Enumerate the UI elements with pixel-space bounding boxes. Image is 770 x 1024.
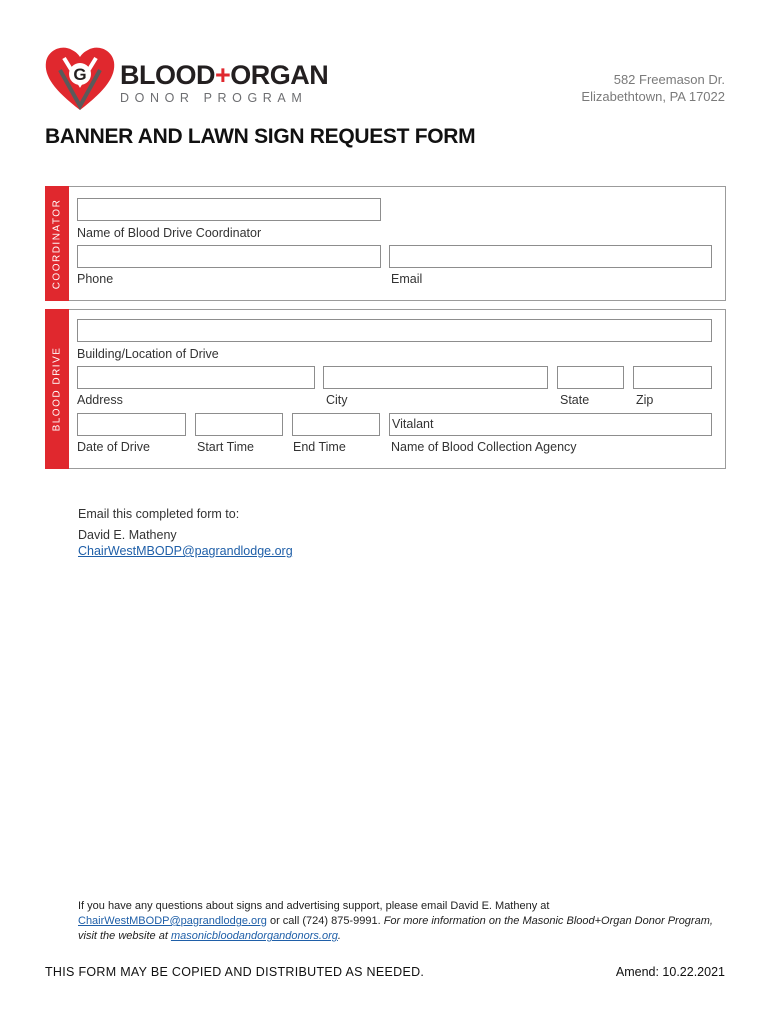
footer-website-link[interactable]: masonicbloodandorgandonors.org	[170, 930, 338, 942]
logo-letter: G	[73, 65, 87, 84]
address-label: Address	[77, 393, 123, 407]
address-field[interactable]	[77, 366, 315, 389]
blood-drive-tab-label: BLOOD DRIVE	[51, 346, 63, 432]
contact-name: David E. Matheny	[78, 528, 177, 542]
phone-field[interactable]	[77, 245, 381, 268]
footer-note-text-1: If you have any questions about signs and advertising support, please email David E. Matheny at	[78, 900, 550, 912]
address-line-1: 582 Freemason Dr.	[613, 72, 725, 87]
brand-blood: BLOOD	[120, 60, 215, 90]
state-label: State	[560, 393, 590, 407]
city-label: City	[326, 393, 348, 407]
brand-organ: ORGAN	[230, 60, 329, 90]
masonic-heart-logo-icon	[44, 44, 116, 116]
footer-note-italic: For more information on the Masonic Blood+Organ Donor Program, visit the website at	[78, 915, 713, 942]
footer-note-text-2: or call (724) 875-9991.	[266, 915, 384, 927]
zip-label: Zip	[636, 393, 654, 407]
city-field[interactable]	[323, 366, 548, 389]
collection-agency-field[interactable]	[389, 413, 712, 436]
start-time-field[interactable]	[195, 413, 283, 436]
brand-name	[120, 60, 328, 91]
footer-email-link[interactable]: ChairWestMBODP@pagrandlodge.org	[78, 915, 267, 927]
page-title: BANNER AND LAWN SIGN REQUEST FORM	[45, 125, 476, 148]
submit-instruction: Email this completed form to:	[78, 507, 240, 521]
copy-notice: THIS FORM MAY BE COPIED AND DISTRIBUTED AS NEEDED.	[45, 965, 425, 979]
end-time-field[interactable]	[292, 413, 380, 436]
building-location-field[interactable]	[77, 319, 712, 342]
collection-agency-label: Name of Blood Collection Agency	[391, 440, 577, 454]
brand-subtitle: DONOR PROGRAM	[120, 91, 308, 105]
date-of-drive-label: Date of Drive	[77, 440, 150, 454]
amend-date: Amend: 10.22.2021	[615, 965, 725, 979]
footer-note-end: .	[337, 930, 341, 942]
coordinator-name-label: Name of Blood Drive Coordinator	[77, 226, 262, 240]
brand-plus: +	[215, 60, 231, 90]
phone-label: Phone	[77, 272, 114, 286]
building-location-label: Building/Location of Drive	[77, 347, 219, 361]
coordinator-tab	[45, 186, 69, 301]
footer-note	[78, 899, 728, 944]
start-time-label: Start Time	[197, 440, 254, 454]
email-field[interactable]	[389, 245, 712, 268]
coordinator-tab-label: COORDINATOR	[51, 198, 63, 289]
email-label: Email	[391, 272, 423, 286]
blood-drive-tab	[45, 309, 69, 469]
date-of-drive-field[interactable]	[77, 413, 186, 436]
contact-email-link[interactable]: ChairWestMBODP@pagrandlodge.org	[78, 544, 293, 558]
coordinator-name-field[interactable]	[77, 198, 381, 221]
collection-agency-value: Vitalant	[392, 417, 434, 431]
zip-field[interactable]	[633, 366, 712, 389]
state-field[interactable]	[557, 366, 624, 389]
address-line-2: Elizabethtown, PA 17022	[581, 89, 725, 104]
end-time-label: End Time	[293, 440, 346, 454]
